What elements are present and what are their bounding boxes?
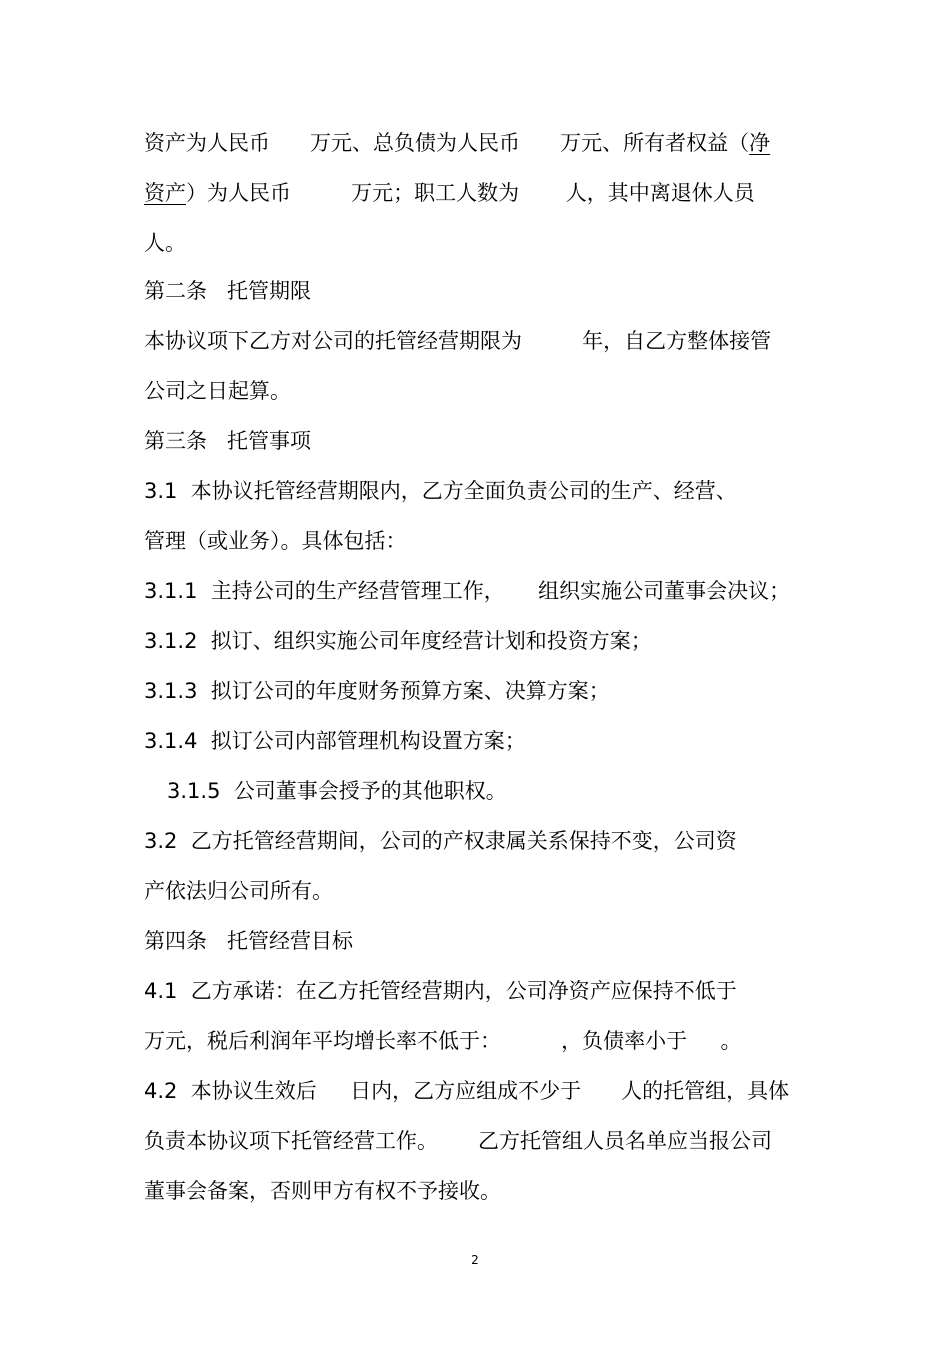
clause-line: 4.2 本协议生效后 日内，乙方应组成不少于 人的托管组，具体 <box>144 1079 790 1103</box>
article-heading: 第三条 托管事项 <box>144 429 312 453</box>
clause-line: 3.2 乙方托管经营期间，公司的产权隶属关系保持不变，公司资 <box>144 829 737 853</box>
paragraph-line: 董事会备案，否则甲方有权不予接收。 <box>144 1179 501 1203</box>
paragraph-line: 人。 <box>144 231 186 255</box>
clause-line: 3.1.1 主持公司的生产经营管理工作， 组织实施公司董事会决议； <box>144 579 791 603</box>
article-heading: 第四条 托管经营目标 <box>144 929 354 953</box>
paragraph-line: 万元，税后利润年平均增长率不低于： ，负债率小于 。 <box>144 1029 742 1053</box>
article-heading: 第二条 托管期限 <box>144 279 312 303</box>
underlined-text: 净 <box>749 131 771 155</box>
paragraph-line: 公司之日起算。 <box>144 379 291 403</box>
paragraph-line: 管理（或业务）。具体包括： <box>144 529 407 553</box>
paragraph-line: 产依法归公司所有。 <box>144 879 333 903</box>
paragraph-line <box>144 128 770 158</box>
paragraph-line <box>144 178 755 208</box>
clause-line: 3.1 本协议托管经营期限内，乙方全面负责公司的生产、经营、 <box>144 479 737 503</box>
clause-line: 3.1.2 拟订、组织实施公司年度经营计划和投资方案； <box>144 629 652 653</box>
page-number: 2 <box>471 1253 479 1267</box>
text-run: 资产为人民币 <box>144 131 270 155</box>
clause-line: 3.1.5 公司董事会授予的其他职权。 <box>167 779 507 803</box>
clause-line: 3.1.3 拟订公司的年度财务预算方案、决算方案； <box>144 679 610 703</box>
paragraph-line: 负责本协议项下托管经营工作。 乙方托管组人员名单应当报公司 <box>144 1129 773 1153</box>
underlined-text: 资产 <box>144 181 186 205</box>
text-run: 万元、所有者权益（ <box>520 131 750 155</box>
clause-line: 4.1 乙方承诺：在乙方托管经营期内，公司净资产应保持不低于 <box>144 979 737 1003</box>
clause-line: 3.1.4 拟订公司内部管理机构设置方案； <box>144 729 526 753</box>
text-run: 万元、总负债为人民币 <box>270 131 521 155</box>
paragraph-line: 本协议项下乙方对公司的托管经营期限为 年，自乙方整体接管 <box>144 329 772 353</box>
text-run: ）为人民币 万元；职工人数为 人，其中离退休人员 <box>186 181 755 205</box>
